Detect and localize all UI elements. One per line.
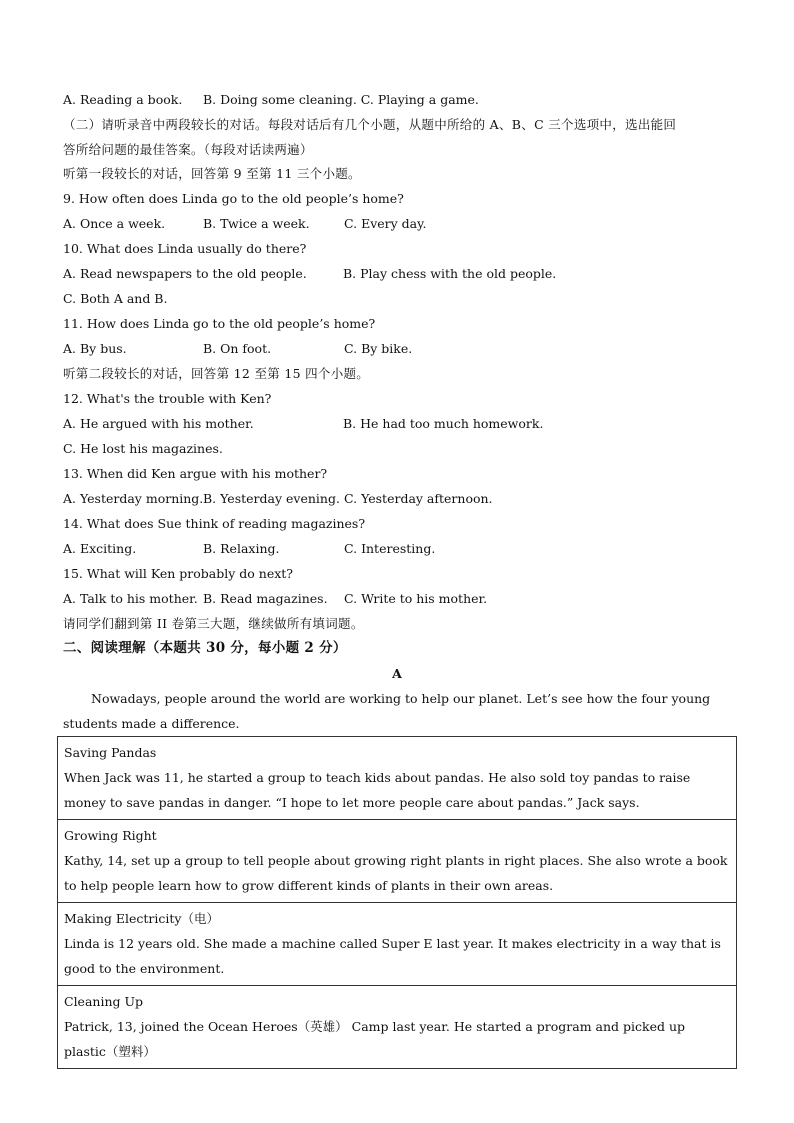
question-10: 10. What does Linda usually do there? (63, 241, 307, 256)
question-10-option-c: C. Both A and B. (63, 291, 168, 306)
option-b: B. Read magazines. (203, 591, 328, 606)
option-a: A. Reading a book. (63, 92, 183, 107)
table-row (58, 986, 737, 1069)
dialogue-2-intro: 听第二段较长的对话，回答第 12 至第 15 四个小题。 (63, 366, 370, 381)
question-11: 11. How does Linda go to the old people’s home? (63, 316, 376, 331)
section-2-title: 二、阅读理解（本题共 30 分，每小题 2 分） (63, 640, 347, 656)
option-c: C. By bike. (344, 341, 413, 356)
student-table (57, 736, 737, 1069)
option-b: B. On foot. (203, 341, 272, 356)
row-body: When Jack was 11, he started a group to teach kids about pandas. He also sold toy pandas to raise money to save pandas in danger. “I hope to let more people care about pandas.” Jack says. (64, 770, 691, 810)
option-a: A. He argued with his mother. (63, 416, 254, 431)
option-a: A. By bus. (63, 341, 127, 356)
question-12: 12. What's the trouble with Ken? (63, 391, 272, 406)
option-c: C. Interesting. (344, 541, 436, 556)
option-c: C. Yesterday afternoon. (344, 491, 493, 506)
table-row (58, 820, 737, 903)
option-b: B. He had too much homework. (343, 416, 544, 431)
question-12-option-c: C. He lost his magazines. (63, 441, 223, 456)
instructions-line-2: 答所给问题的最佳答案。（每段对话读两遍） (63, 142, 313, 157)
option-b: B. Yesterday evening. (203, 491, 340, 506)
dialogue-1-intro: 听第一段较长的对话，回答第 9 至第 11 三个小题。 (63, 166, 361, 181)
table-cell (58, 820, 737, 903)
row-body: Kathy, 14, set up a group to tell people about growing right plants in right places. She also wrote a book to help people learn how to grow different kinds of plants in their own areas. (64, 853, 728, 893)
passage-intro: Nowadays, people around the world are working to help our planet. Let’s see how the four young students made a difference. (63, 691, 711, 731)
option-a: A. Yesterday morning. (63, 491, 204, 506)
turn-page-note: 请同学们翻到第 II 卷第三大题，继续做所有填词题。 (63, 616, 364, 631)
option-b: B. Relaxing. (203, 541, 280, 556)
option-c: C. Every day. (344, 216, 427, 231)
option-a: A. Talk to his mother. (63, 591, 198, 606)
option-b-c: B. Doing some cleaning. C. Playing a game. (203, 92, 479, 107)
table-row (58, 903, 737, 986)
table-cell (58, 903, 737, 986)
option-a: A. Once a week. (63, 216, 166, 231)
question-9: 9. How often does Linda go to the old people’s home? (63, 191, 404, 206)
option-a: A. Read newspapers to the old people. (63, 266, 307, 281)
row-body: Linda is 12 years old. She made a machine called Super E last year. It makes electricity in a way that is good to the environment. (64, 936, 721, 976)
question-14: 14. What does Sue think of reading magazines? (63, 516, 366, 531)
instructions-line-1: （二）请听录音中两段较长的对话。每段对话后有几个小题，从题中所给的 A、B、C 三个选项中，选出能回 (63, 117, 677, 132)
question-13: 13. When did Ken argue with his mother? (63, 466, 328, 481)
option-c: C. Write to his mother. (344, 591, 488, 606)
table-cell (58, 737, 737, 820)
table-cell (58, 986, 737, 1069)
option-b: B. Play chess with the old people. (343, 266, 557, 281)
table-row (58, 737, 737, 820)
question-15: 15. What will Ken probably do next? (63, 566, 294, 581)
option-b: B. Twice a week. (203, 216, 310, 231)
row-title: Cleaning Up (64, 994, 144, 1009)
row-title: Saving Pandas (64, 745, 157, 760)
row-body: Patrick, 13, joined the Ocean Heroes（英雄） Camp last year. He started a program and picked up plastic（塑料） (64, 1019, 686, 1059)
row-title: Growing Right (64, 828, 157, 843)
passage-label: A (392, 666, 402, 681)
option-a: A. Exciting. (63, 541, 137, 556)
row-title: Making Electricity（电） (64, 911, 219, 926)
